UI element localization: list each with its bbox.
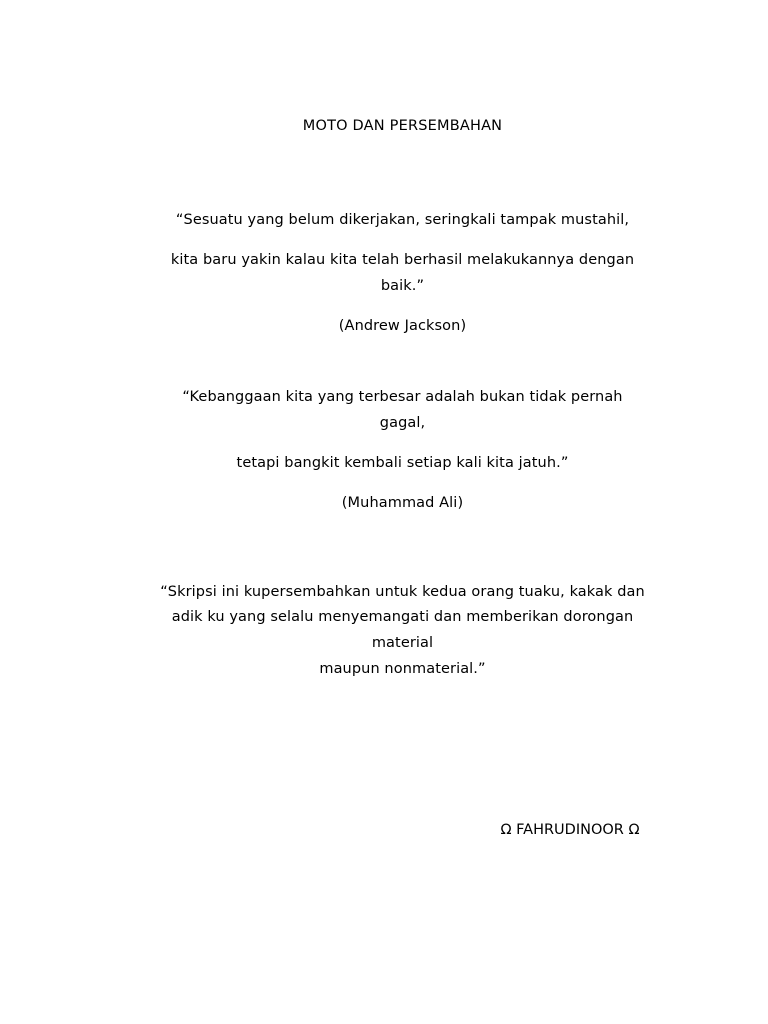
quote2-line2: gagal, xyxy=(379,415,426,431)
quote1-line1: “Sesuatu yang belum dikerjakan, seringkali tampak mustahil, xyxy=(175,212,630,228)
quote1-line2: kita baru yakin kalau kita telah berhasil melakukannya dengan xyxy=(170,252,635,268)
dedication-line2: adik ku yang selalu menyemangati dan memberikan dorongan xyxy=(171,609,634,625)
quote2-author: (Muhammad Ali) xyxy=(341,495,464,511)
dedication-line4: maupun nonmaterial.” xyxy=(319,661,486,677)
quote1-author: (Andrew Jackson) xyxy=(338,318,467,334)
quote2-line1: “Kebanggaan kita yang terbesar adalah bukan tidak pernah xyxy=(182,389,623,405)
dedication-line3: material xyxy=(371,635,434,651)
dedication-line1: “Skripsi ini kupersembahkan untuk kedua orang tuaku, kakak dan xyxy=(160,584,645,600)
page-title: MOTO DAN PERSEMBAHAN xyxy=(302,118,503,134)
signature: Ω FAHRUDINOOR Ω xyxy=(500,822,640,838)
quote2-line3: tetapi bangkit kembali setiap kali kita jatuh.” xyxy=(236,455,569,471)
quote1-line3: baik.” xyxy=(380,278,425,294)
